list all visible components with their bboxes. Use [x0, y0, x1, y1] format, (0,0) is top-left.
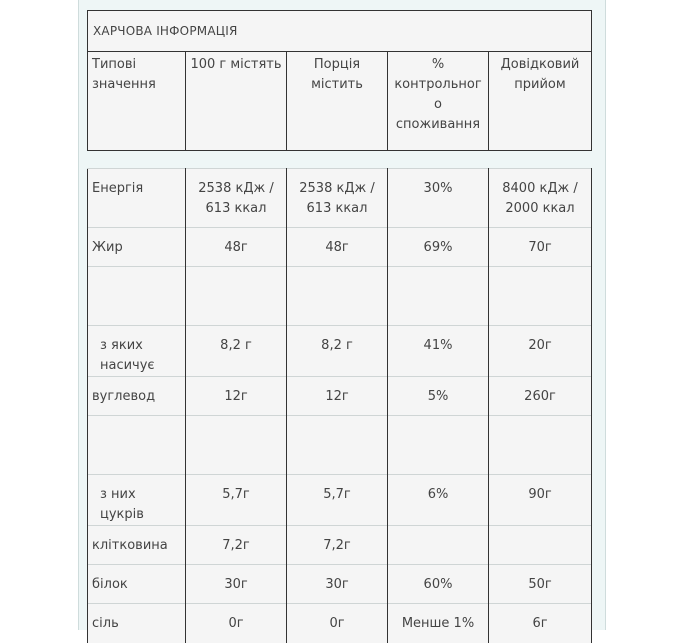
- value-per-portion: 12г: [287, 377, 388, 416]
- nutrient-name: клітковина: [88, 526, 186, 565]
- value-per-portion: 48г: [287, 228, 388, 267]
- nutrient-name: з них цукрів: [88, 475, 186, 526]
- reference-intake: 8400 кДж / 2000 ккал: [489, 169, 592, 228]
- row-nutrient-fat: [88, 228, 592, 267]
- value-per-portion: 8,2 г: [287, 326, 388, 377]
- row-spacer: [88, 267, 592, 326]
- value-per-portion: 2538 кДж / 613 ккал: [287, 169, 388, 228]
- value-per-100g: 8,2 г: [186, 326, 287, 377]
- value-per-portion: 7,2г: [287, 526, 388, 565]
- reference-intake: 50г: [489, 565, 592, 604]
- value-per-100g: 48г: [186, 228, 287, 267]
- nutrient-name: [88, 416, 186, 475]
- value-per-100g: [186, 416, 287, 475]
- value-per-100g: 7,2г: [186, 526, 287, 565]
- nutrient-name: [88, 267, 186, 326]
- row-spacer: [88, 416, 592, 475]
- value-per-portion: 30г: [287, 565, 388, 604]
- reference-intake-percent: Менше 1%: [388, 604, 489, 643]
- row-nutrient-energy: [88, 169, 592, 228]
- reference-intake: 70г: [489, 228, 592, 267]
- nutrient-name: білок: [88, 565, 186, 604]
- header-reference-intake: Довідковий прийом: [489, 52, 592, 151]
- header-per-100g: 100 г містять: [186, 52, 287, 151]
- value-per-portion: 5,7г: [287, 475, 388, 526]
- header-reference-intake-percent: % контрольного споживання: [388, 52, 489, 151]
- row-nutrient-salt: [88, 604, 592, 643]
- value-per-100g: 30г: [186, 565, 287, 604]
- reference-intake-percent: 5%: [388, 377, 489, 416]
- reference-intake-percent: 41%: [388, 326, 489, 377]
- nutrient-name: Енергія: [88, 169, 186, 228]
- reference-intake: 260г: [489, 377, 592, 416]
- reference-intake-percent: [388, 416, 489, 475]
- reference-intake-percent: [388, 526, 489, 565]
- reference-intake: 20г: [489, 326, 592, 377]
- reference-intake: [489, 526, 592, 565]
- reference-intake: 6г: [489, 604, 592, 643]
- header-row: [88, 52, 592, 151]
- row-nutrient-carbohydrate: [88, 377, 592, 416]
- value-per-portion: [287, 267, 388, 326]
- nutrition-values-table: [87, 168, 592, 643]
- value-per-portion: 0г: [287, 604, 388, 643]
- reference-intake-percent: 30%: [388, 169, 489, 228]
- row-nutrient-sugars: [88, 475, 592, 526]
- reference-intake: [489, 416, 592, 475]
- reference-intake-percent: 60%: [388, 565, 489, 604]
- row-nutrient-saturates: [88, 326, 592, 377]
- header-per-portion: Порція містить: [287, 52, 388, 151]
- value-per-100g: 2538 кДж / 613 ккал: [186, 169, 287, 228]
- value-per-portion: [287, 416, 388, 475]
- value-per-100g: 5,7г: [186, 475, 287, 526]
- nutrient-name: Жир: [88, 228, 186, 267]
- header-typical-values: Типові значення: [88, 52, 186, 151]
- nutrient-name: сіль: [88, 604, 186, 643]
- reference-intake-percent: 69%: [388, 228, 489, 267]
- reference-intake: 90г: [489, 475, 592, 526]
- row-nutrient-protein: [88, 565, 592, 604]
- table-title: ХАРЧОВА ІНФОРМАЦІЯ: [88, 11, 592, 52]
- reference-intake: [489, 267, 592, 326]
- value-per-100g: [186, 267, 287, 326]
- nutrition-header-table: [87, 10, 592, 151]
- nutrient-name: з яких насичує: [88, 326, 186, 377]
- nutrient-name: вуглевод: [88, 377, 186, 416]
- row-nutrient-fibre: [88, 526, 592, 565]
- reference-intake-percent: [388, 267, 489, 326]
- value-per-100g: 12г: [186, 377, 287, 416]
- value-per-100g: 0г: [186, 604, 287, 643]
- reference-intake-percent: 6%: [388, 475, 489, 526]
